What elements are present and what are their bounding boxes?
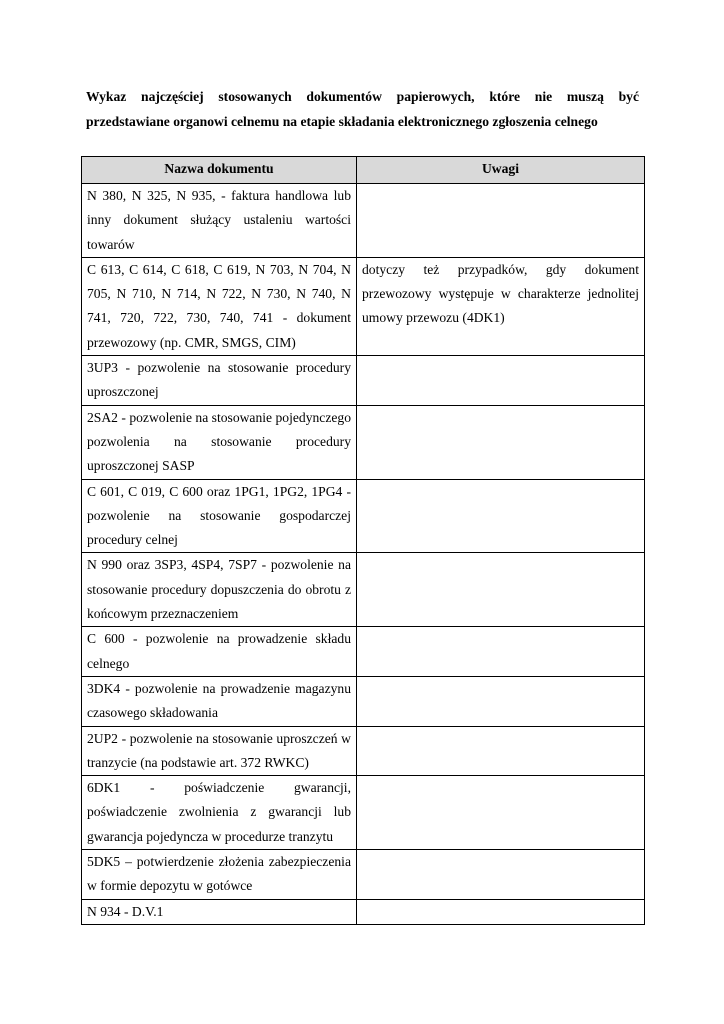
document-name-cell: N 380, N 325, N 935, - faktura handlowa lub inny dokument służący ustaleniu wartości towarów	[82, 184, 357, 258]
document-name-cell: 3DK4 - pozwolenie na prowadzenie magazynu czasowego składowania	[82, 676, 357, 726]
table-row	[82, 676, 645, 726]
document-name-cell: N 990 oraz 3SP3, 4SP4, 7SP7 - pozwolenie na stosowanie procedury dopuszczenia do obrotu z końcowym przeznaczeniem	[82, 553, 357, 627]
table-row	[82, 184, 645, 258]
table-row	[82, 627, 645, 677]
notes-cell	[357, 899, 645, 924]
table-row	[82, 899, 645, 924]
notes-cell	[357, 356, 645, 406]
notes-cell	[357, 627, 645, 677]
table-row	[82, 257, 645, 355]
documents-table	[81, 156, 645, 925]
table-row	[82, 356, 645, 406]
table-row	[82, 553, 645, 627]
document-name-cell: C 600 - pozwolenie na prowadzenie składu celnego	[82, 627, 357, 677]
table-row	[82, 850, 645, 900]
document-name-cell: C 601, C 019, C 600 oraz 1PG1, 1PG2, 1PG4 - pozwolenie na stosowanie gospodarczej procedury celnej	[82, 479, 357, 553]
document-name-cell: 2SA2 - pozwolenie na stosowanie pojedynczego pozwolenia na stosowanie procedury uproszczonej SASP	[82, 405, 357, 479]
table-row	[82, 405, 645, 479]
notes-cell	[357, 184, 645, 258]
header-document-name: Nazwa dokumentu	[82, 157, 357, 184]
document-name-cell: 3UP3 - pozwolenie na stosowanie procedury uproszczonej	[82, 356, 357, 406]
table-row	[82, 479, 645, 553]
notes-cell	[357, 479, 645, 553]
table-header-row	[82, 157, 645, 184]
document-title	[86, 84, 639, 134]
document-title-line-2: przedstawiane organowi celnemu na etapie składania elektronicznego zgłoszenia celnego	[86, 114, 598, 129]
document-name-cell: N 934 - D.V.1	[82, 899, 357, 924]
document-title-line-1: Wykaz najczęściej stosowanych dokumentów papierowych, które nie muszą być	[86, 89, 639, 104]
header-notes: Uwagi	[357, 157, 645, 184]
table-row	[82, 726, 645, 776]
document-name-cell: 5DK5 – potwierdzenie złożenia zabezpieczenia w formie depozytu w gotówce	[82, 850, 357, 900]
document-name-cell: 6DK1 - poświadczenie gwarancji, poświadczenie zwolnienia z gwarancji lub gwarancja pojedyncza w procedurze tranzytu	[82, 776, 357, 850]
notes-cell	[357, 850, 645, 900]
notes-cell	[357, 776, 645, 850]
notes-cell	[357, 676, 645, 726]
notes-cell	[357, 553, 645, 627]
table-row	[82, 776, 645, 850]
document-name-cell: 2UP2 - pozwolenie na stosowanie uproszczeń w tranzycie (na podstawie art. 372 RWKC)	[82, 726, 357, 776]
notes-cell	[357, 405, 645, 479]
notes-cell: dotyczy też przypadków, gdy dokument przewozowy występuje w charakterze jednolitej umowy przewozu (4DK1)	[357, 257, 645, 355]
document-name-cell: C 613, C 614, C 618, C 619, N 703, N 704, N 705, N 710, N 714, N 722, N 730, N 740, N 741, 720, 722, 730, 740, 741 - dokument przewozowy (np. CMR, SMGS, CIM)	[82, 257, 357, 355]
notes-cell	[357, 726, 645, 776]
